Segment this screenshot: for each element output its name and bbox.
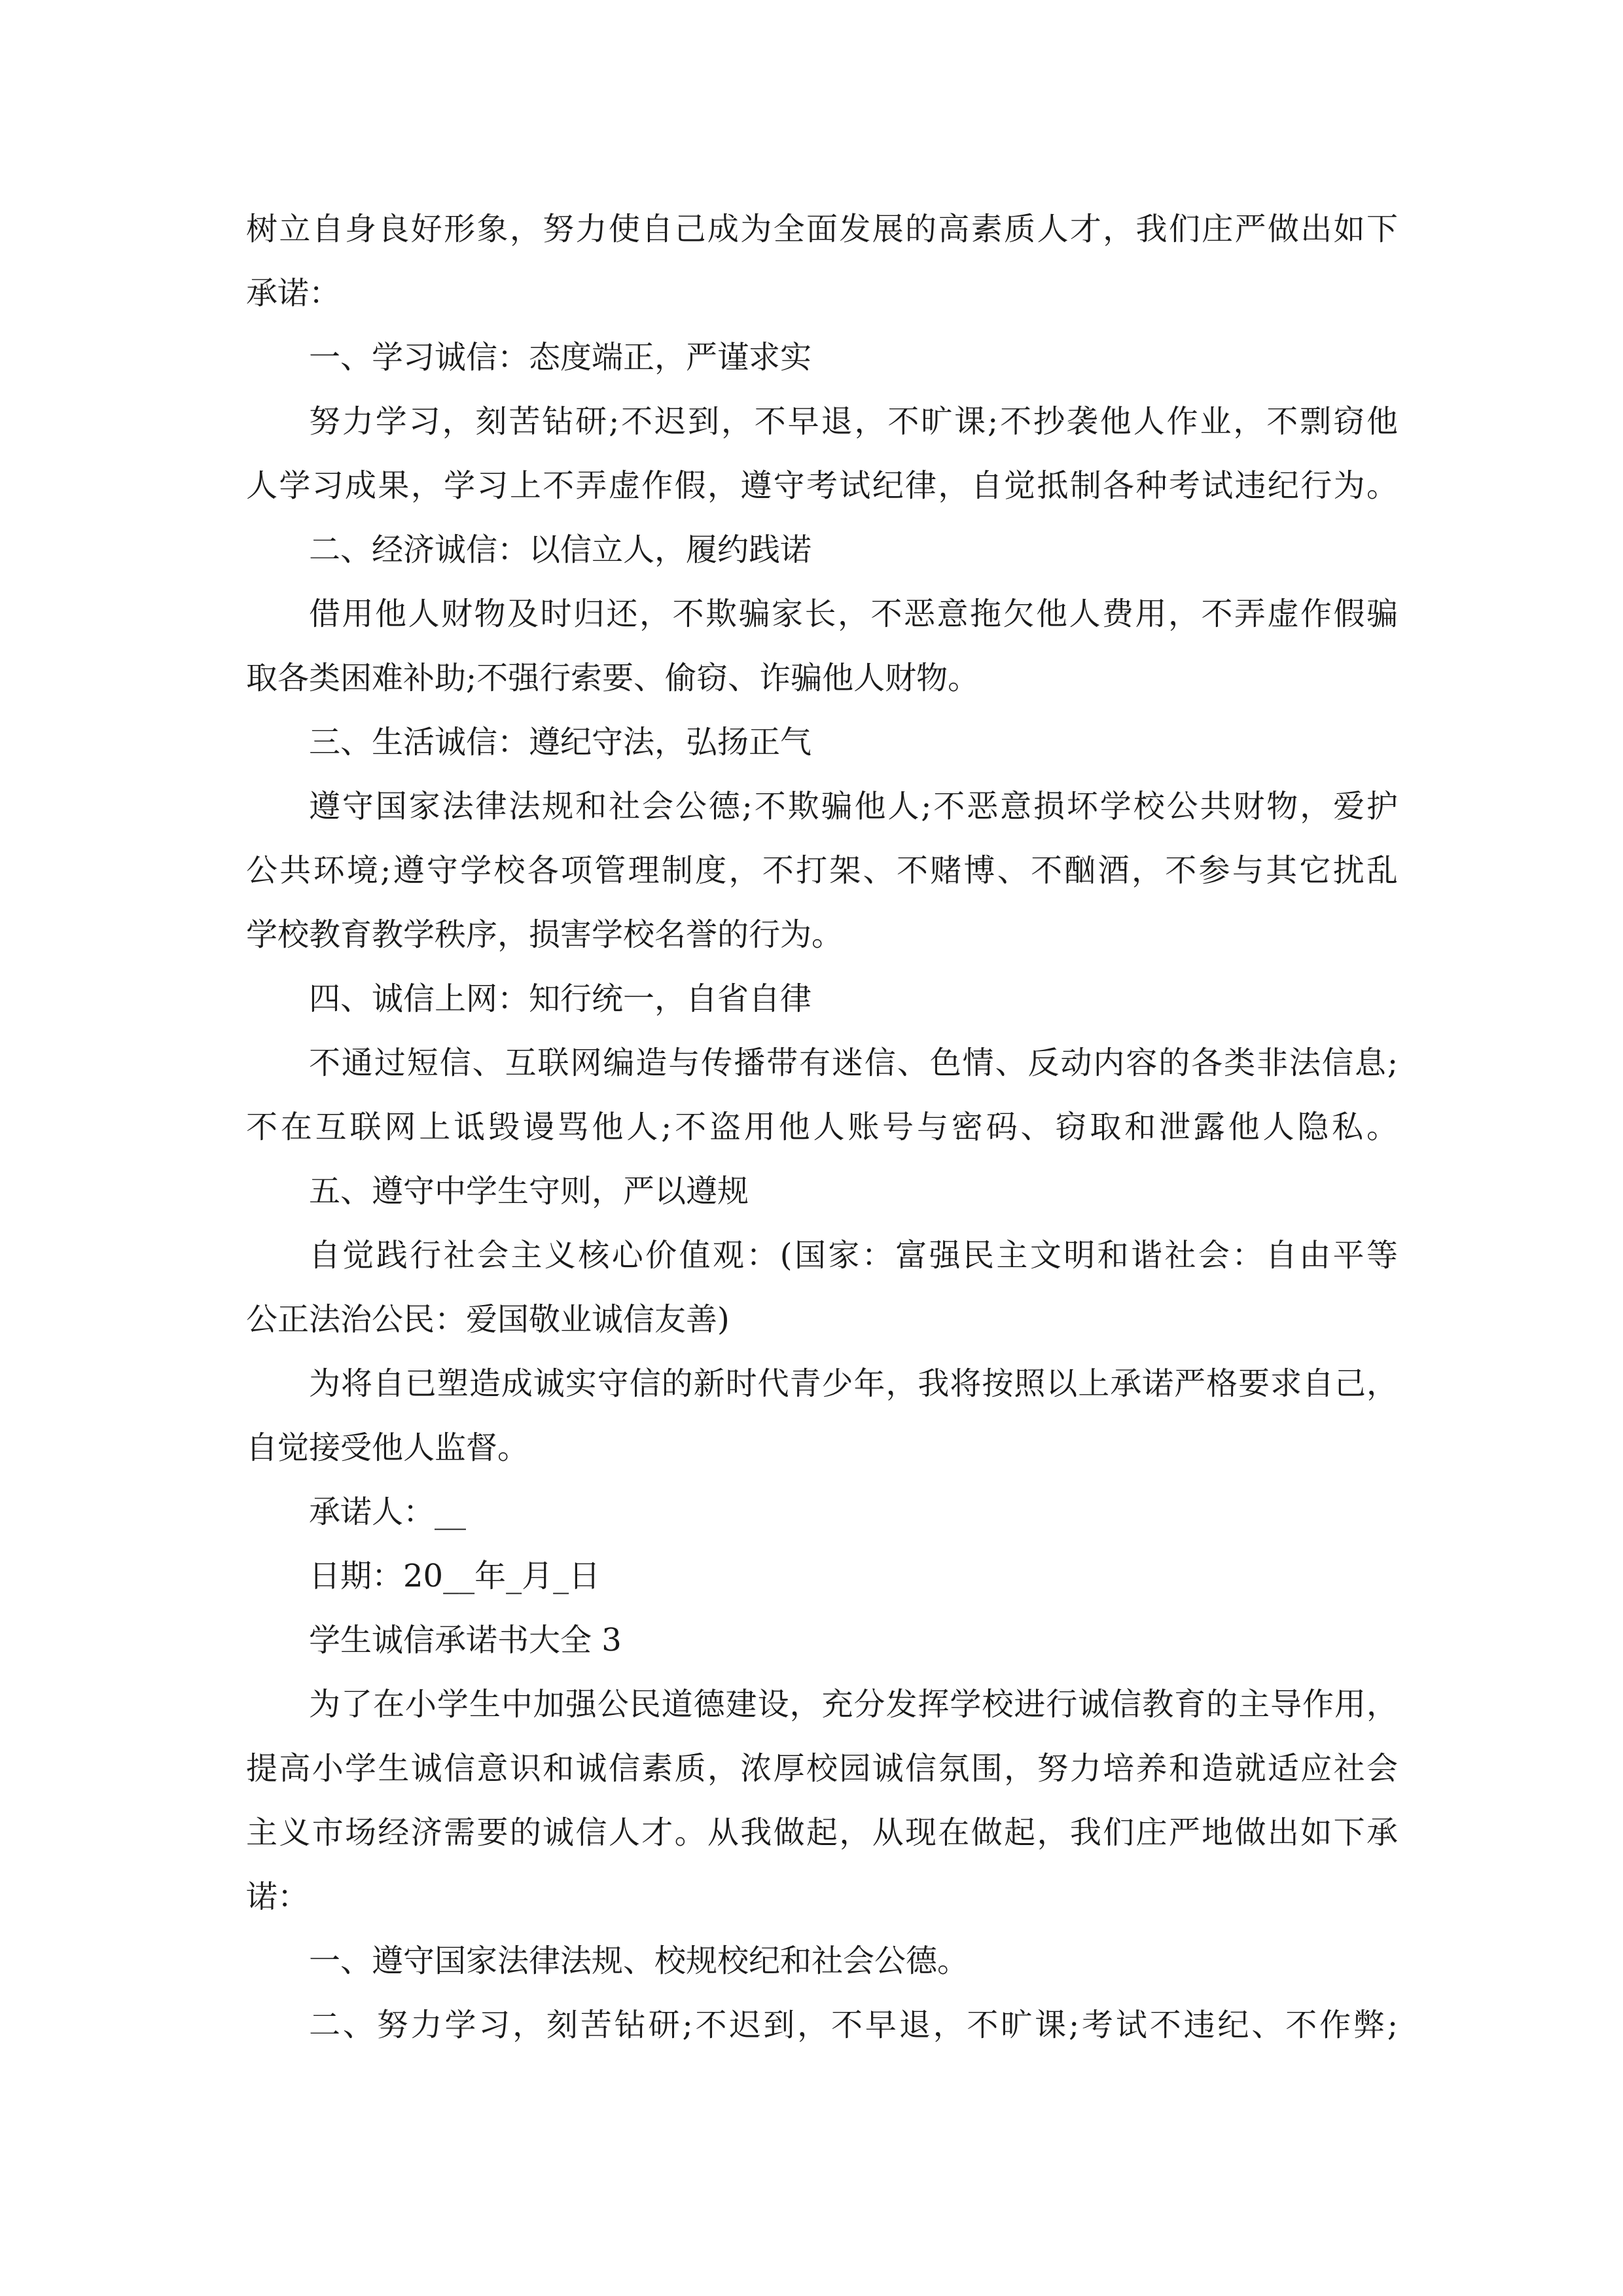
text-line: 不通过短信、互联网编造与传播带有迷信、色情、反动内容的各类非法信息; [309, 1045, 1398, 1081]
text-line: 二、经济诚信：以信立人，履约践诺 [309, 531, 812, 568]
text-line: 不在互联网上诋毁谩骂他人;不盗用他人账号与密码、窃取和泄露他人隐私。 [246, 1109, 1398, 1145]
text-line: 自觉践行社会主义核心价值观：(国家：富强民主文明和谐社会：自由平等 [309, 1237, 1398, 1274]
text-line: 三、生活诚信：遵纪守法，弘扬正气 [309, 724, 812, 761]
text-line: 为将自已塑造成诚实守信的新时代青少年，我将按照以上承诺严格要求自己， [309, 1365, 1398, 1402]
text-line: 树立自身良好形象，努力使自己成为全面发展的高素质人才，我们庄严做出如下 [246, 211, 1398, 247]
text-line: 自觉接受他人监督。 [246, 1429, 529, 1466]
text-line: 二、努力学习，刻苦钻研;不迟到，不早退，不旷课;考试不违纪、不作弊; [309, 2007, 1398, 2043]
text-line: 主义市场经济需要的诚信人才。从我做起，从现在做起，我们庄严地做出如下承 [246, 1814, 1398, 1851]
text-line: 一、遵守国家法律法规、校规校纪和社会公德。 [309, 1943, 969, 1979]
text-line: 四、诚信上网：知行统一，自省自律 [309, 980, 812, 1017]
document-body [246, 197, 1398, 2057]
text-line: 为了在小学生中加强公民道德建设，充分发挥学校进行诚信教育的主导作用， [309, 1686, 1398, 1723]
text-line: 学生诚信承诺书大全 3 [309, 1622, 622, 1659]
text-line: 遵守国家法律法规和社会公德;不欺骗他人;不恶意损坏学校公共财物，爱护 [309, 788, 1398, 825]
text-line: 诺： [246, 1878, 310, 1915]
text-line: 一、学习诚信：态度端正，严谨求实 [309, 339, 812, 376]
text-line: 承诺人：__ [309, 1494, 467, 1530]
text-line: 取各类困难补助;不强行索要、偷窃、诈骗他人财物。 [246, 660, 980, 696]
text-line: 公正法治公民：爱国敬业诚信友善) [246, 1301, 730, 1338]
text-line: 提高小学生诚信意识和诚信素质，浓厚校园诚信氛围，努力培养和造就适应社会 [246, 1750, 1398, 1787]
text-line: 五、遵守中学生守则，严以遵规 [309, 1173, 749, 1210]
text-line: 承诺： [246, 275, 341, 312]
text-line: 人学习成果，学习上不弄虚作假，遵守考试纪律，自觉抵制各种考试违纪行为。 [246, 467, 1398, 504]
text-line: 学校教育教学秩序，损害学校名誉的行为。 [246, 916, 844, 953]
text-line: 公共环境;遵守学校各项管理制度，不打架、不赌博、不酗酒，不参与其它扰乱 [246, 852, 1398, 889]
text-line: 努力学习，刻苦钻研;不迟到，不早退，不旷课;不抄袭他人作业，不剽窃他 [309, 403, 1398, 440]
text-line: 借用他人财物及时归还，不欺骗家长，不恶意拖欠他人费用，不弄虚作假骗 [309, 596, 1398, 632]
text-line: 日期：20__年_月_日 [309, 1558, 601, 1594]
